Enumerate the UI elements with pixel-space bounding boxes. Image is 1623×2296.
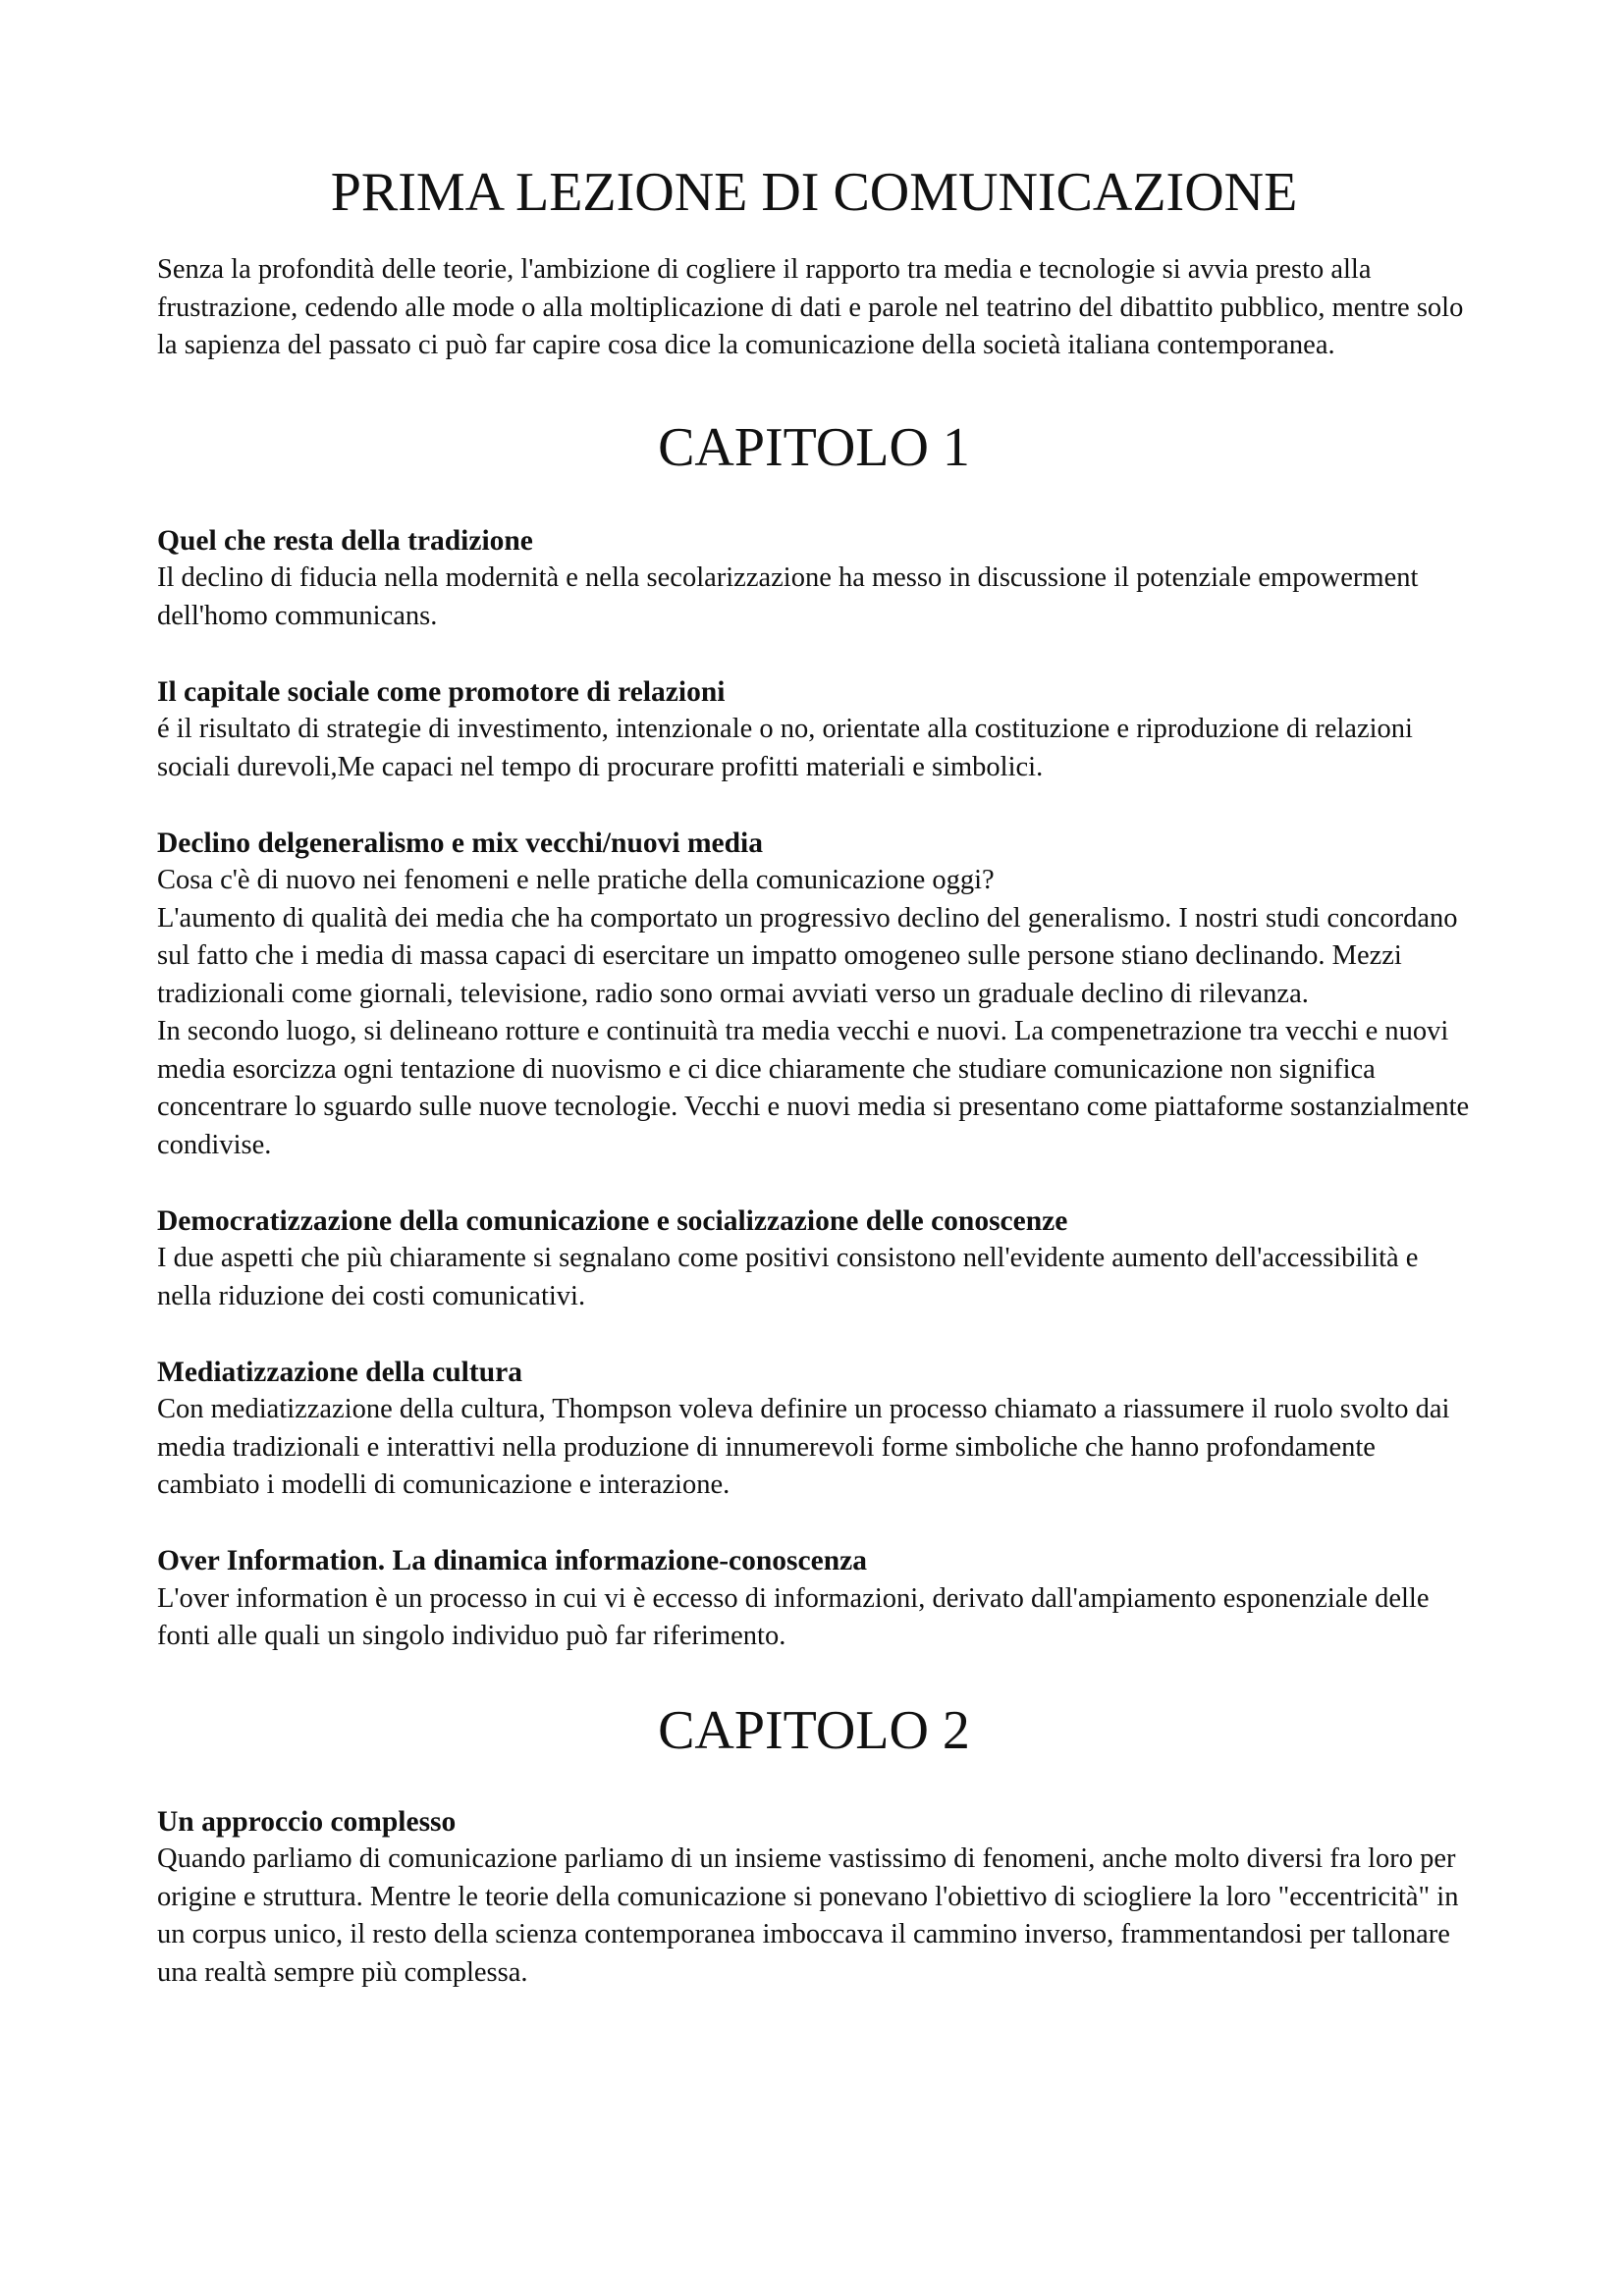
section-paragraph: Il declino di fiducia nella modernità e nella secolarizzazione ha messo in discussione il potenziale empowerment dell'homo communicans.	[157, 562, 1419, 631]
section-heading: Mediatizzazione della cultura	[157, 1356, 522, 1388]
chapter-1-sections	[157, 522, 1471, 1656]
section-paragraph: Cosa c'è di nuovo nei fenomeni e nelle pratiche della comunicazione oggi?	[157, 865, 995, 895]
section-capitale-sociale	[157, 673, 1471, 787]
section-paragraph: L'aumento di qualità dei media che ha comportato un progressivo declino del generalismo. I nostri studi concordano sul fatto che i media di massa capaci di esercitare un impatto omogeneo sulle persone stiano declinando. Mezzi tradizionali come giornali, televisione, radio sono ormai avviati verso un graduale declino di rilevanza.	[157, 902, 1458, 1009]
section-heading: Il capitale sociale come promotore di relazioni	[157, 675, 726, 708]
intro-paragraph: Senza la profondità delle teorie, l'ambizione di cogliere il rapporto tra media e tecnologie si avvia presto alla frustrazione, cedendo alle mode o alla moltiplicazione di dati e parole nel teatrino del dibattito pubblico, mentre solo la sapienza del passato ci può far capire cosa dice la comunicazione della società italiana contemporanea.	[157, 254, 1464, 360]
section-heading: Declino delgeneralismo e mix vecchi/nuovi media	[157, 827, 763, 859]
chapter-2-title: CAPITOLO 2	[658, 1699, 970, 1761]
section-approccio-complesso	[157, 1803, 1471, 1993]
section-paragraph: Quando parliamo di comunicazione parliamo di un insieme vastissimo di fenomeni, anche molto diversi fra loro per origine e struttura. Mentre le teorie della comunicazione si ponevano l'obiettivo di sciogliere la loro "eccentricità" in un corpus unico, il resto della scienza contemporanea imboccava il cammino inverso, frammentandosi per tallonare una realtà sempre più complessa.	[157, 1843, 1459, 1988]
document-title: PRIMA LEZIONE DI COMUNICAZIONE	[330, 162, 1298, 223]
section-mediatizzazione	[157, 1354, 1471, 1505]
section-paragraph: é il risultato di strategie di investimento, intenzionale o no, orientate alla costituzione e riproduzione di relazioni sociali durevoli,Me capaci nel tempo di procurare profitti materiali e simbolici.	[157, 714, 1413, 782]
section-declino-generalismo	[157, 825, 1471, 1165]
chapter-1-title: CAPITOLO 1	[658, 416, 970, 478]
section-heading: Over Information. La dinamica informazione-conoscenza	[157, 1545, 867, 1576]
section-over-information	[157, 1542, 1471, 1656]
chapter-2-sections	[157, 1803, 1471, 1993]
section-tradizione	[157, 522, 1471, 636]
section-heading: Un approccio complesso	[157, 1805, 457, 1838]
section-paragraph: I due aspetti che più chiaramente si segnalano come positivi consistono nell'evidente aumento dell'accessibilità e nella riduzione dei costi comunicativi.	[157, 1243, 1419, 1311]
section-heading: Democratizzazione della comunicazione e socializzazione delle conoscenze	[157, 1204, 1068, 1237]
section-democratizzazione	[157, 1202, 1471, 1316]
section-heading: Quel che resta della tradizione	[157, 524, 533, 557]
section-paragraph: In secondo luogo, si delineano rotture e continuità tra media vecchi e nuovi. La compenetrazione tra vecchi e nuovi media esorcizza ogni tentazione di nuovismo e ci dice chiaramente che studiare comunicazione non significa concentrare lo sguardo sulle nuove tecnologie. Vecchi e nuovi media si presentano come piattaforme sostanzialmente condivise.	[157, 1016, 1470, 1160]
section-paragraph: L'over information è un processo in cui vi è eccesso di informazioni, derivato dall'ampiamento esponenziale delle fonti alle quali un singolo individuo può far riferimento.	[157, 1582, 1430, 1651]
section-paragraph: Con mediatizzazione della cultura, Thompson voleva definire un processo chiamato a riassumere il ruolo svolto dai media tradizionali e interattivi nella produzione di innumerevoli forme simboliche che hanno profondamente cambiato i modelli di comunicazione e interazione.	[157, 1394, 1450, 1500]
